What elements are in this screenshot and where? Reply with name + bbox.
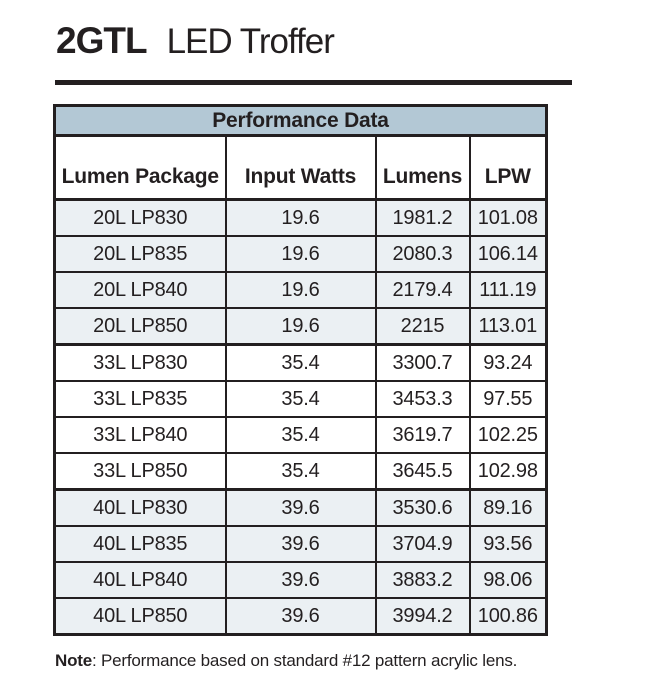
- input-watts-cell: 19.6: [226, 272, 376, 308]
- table-row: [55, 236, 547, 272]
- page-title: [56, 20, 334, 62]
- lumens-cell: 2215: [376, 308, 470, 345]
- lumens-cell: 1981.2: [376, 200, 470, 237]
- lumen-package-cell: 40L LP830: [55, 490, 226, 527]
- lumen-package-cell: 33L LP840: [55, 417, 226, 453]
- lumen-package-cell: 33L LP830: [55, 345, 226, 382]
- column-header-input-watts: Input Watts: [226, 136, 376, 200]
- lumen-package-cell: 20L LP835: [55, 236, 226, 272]
- lpw-cell: 89.16: [470, 490, 547, 527]
- footnote-label: Note: [55, 651, 92, 670]
- table-row: [55, 200, 547, 237]
- table-row: [55, 308, 547, 345]
- table-row: [55, 453, 547, 490]
- footnote: [55, 651, 517, 671]
- title-divider-rule: [55, 80, 572, 85]
- lpw-cell: 101.08: [470, 200, 547, 237]
- lpw-cell: 93.56: [470, 526, 547, 562]
- lpw-cell: 113.01: [470, 308, 547, 345]
- input-watts-cell: 39.6: [226, 562, 376, 598]
- lpw-cell: 102.98: [470, 453, 547, 490]
- lumens-cell: 3883.2: [376, 562, 470, 598]
- input-watts-cell: 35.4: [226, 453, 376, 490]
- performance-table-body: [55, 200, 547, 635]
- lumen-package-cell: 20L LP830: [55, 200, 226, 237]
- lpw-cell: 98.06: [470, 562, 547, 598]
- lumens-cell: 3453.3: [376, 381, 470, 417]
- lumens-cell: 3530.6: [376, 490, 470, 527]
- lumens-cell: 3619.7: [376, 417, 470, 453]
- lpw-cell: 97.55: [470, 381, 547, 417]
- lumen-package-cell: 20L LP840: [55, 272, 226, 308]
- column-header-lpw: LPW: [470, 136, 547, 200]
- footnote-text: : Performance based on standard #12 pattern acrylic lens.: [91, 651, 518, 670]
- lumens-cell: 3994.2: [376, 598, 470, 635]
- table-row: [55, 417, 547, 453]
- lpw-cell: 93.24: [470, 345, 547, 382]
- table-title-row: [55, 106, 547, 136]
- input-watts-cell: 39.6: [226, 598, 376, 635]
- input-watts-cell: 35.4: [226, 381, 376, 417]
- performance-data-table: [53, 104, 548, 636]
- table-row: [55, 526, 547, 562]
- lpw-cell: 106.14: [470, 236, 547, 272]
- column-header-lumens: Lumens: [376, 136, 470, 200]
- input-watts-cell: 39.6: [226, 526, 376, 562]
- table-title: Performance Data: [55, 106, 547, 136]
- lumens-cell: 3645.5: [376, 453, 470, 490]
- column-header-row: [55, 136, 547, 200]
- input-watts-cell: 19.6: [226, 236, 376, 272]
- input-watts-cell: 39.6: [226, 490, 376, 527]
- lpw-cell: 100.86: [470, 598, 547, 635]
- table-row: [55, 345, 547, 382]
- lumen-package-cell: 33L LP850: [55, 453, 226, 490]
- lumens-cell: 2179.4: [376, 272, 470, 308]
- input-watts-cell: 19.6: [226, 200, 376, 237]
- table-row: [55, 490, 547, 527]
- lumen-package-cell: 40L LP850: [55, 598, 226, 635]
- lumen-package-cell: 40L LP840: [55, 562, 226, 598]
- input-watts-cell: 19.6: [226, 308, 376, 345]
- table-row: [55, 562, 547, 598]
- product-model: 2GTL: [56, 20, 147, 61]
- lumens-cell: 3704.9: [376, 526, 470, 562]
- table-row: [55, 381, 547, 417]
- lumen-package-cell: 40L LP835: [55, 526, 226, 562]
- lumens-cell: 2080.3: [376, 236, 470, 272]
- column-header-lumen-package: Lumen Package: [55, 136, 226, 200]
- lumen-package-cell: 20L LP850: [55, 308, 226, 345]
- lpw-cell: 102.25: [470, 417, 547, 453]
- table-row: [55, 272, 547, 308]
- input-watts-cell: 35.4: [226, 345, 376, 382]
- table-row: [55, 598, 547, 635]
- lumen-package-cell: 33L LP835: [55, 381, 226, 417]
- lumens-cell: 3300.7: [376, 345, 470, 382]
- lpw-cell: 111.19: [470, 272, 547, 308]
- product-name: LED Troffer: [166, 22, 334, 61]
- input-watts-cell: 35.4: [226, 417, 376, 453]
